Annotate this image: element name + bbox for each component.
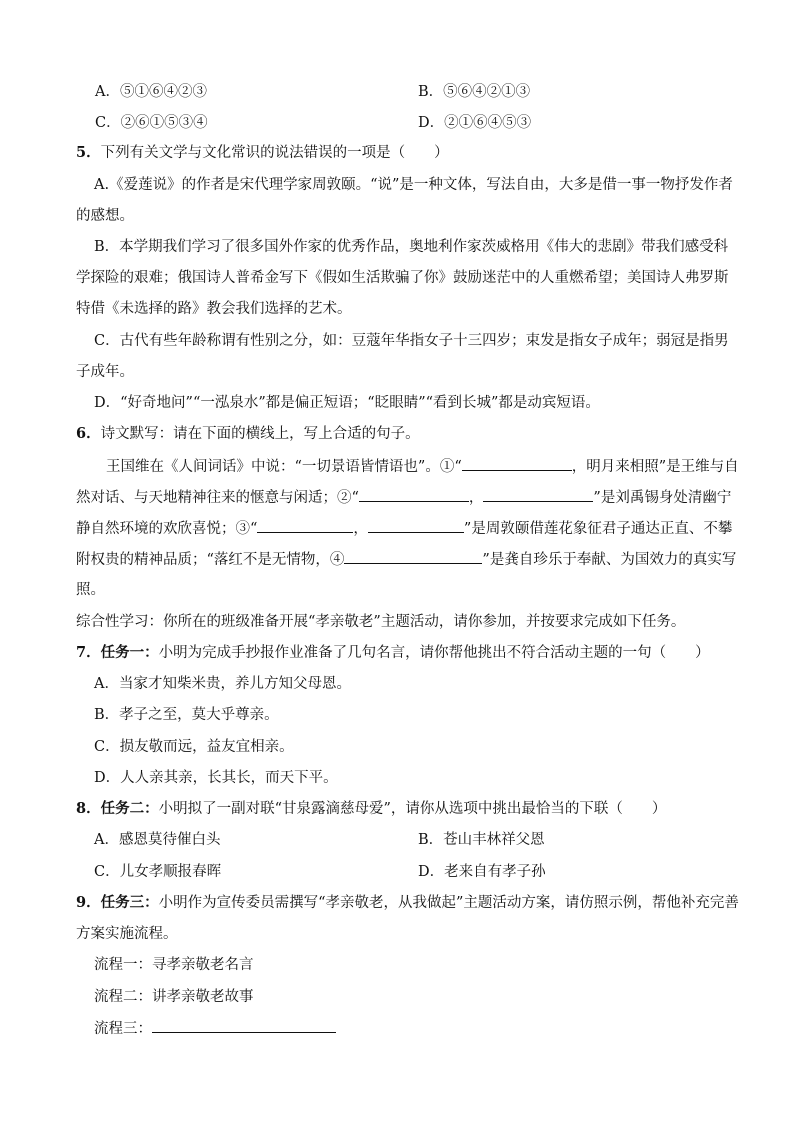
q9-flow-1: 流程一：寻孝亲敬老名言: [94, 957, 254, 973]
q5-line: 特借《未选择的路》教会我们选择的艺术。: [76, 301, 352, 317]
q4-option-d: D．②①⑥④⑤③: [418, 115, 532, 131]
q8-stem: 8．任务二：小明拟了一副对联“甘泉露滴慈母爱”，请你从选项中挑出最恰当的下联（ ）: [76, 800, 667, 817]
q6-line-3: 静自然环境的欢欣喜悦；③“ ， ”是周敦颐借莲花象征君子通达正直、不攀: [76, 518, 732, 539]
q9-flow-2: 流程二：讲孝亲敬老故事: [94, 989, 254, 1005]
q6-line-2: 然对话、与天地精神往来的惬意与闲适；②“ ， ”是刘禹锡身处清幽宁: [76, 487, 731, 508]
q6-line-5: 照。: [76, 582, 105, 598]
answer-blank-2b[interactable]: [483, 487, 593, 502]
q5-line: 子成年。: [76, 364, 134, 380]
q7-option-b: B．孝子之至，莫大乎尊亲。: [94, 707, 279, 723]
q7-option-d: D．人人亲其亲，长其长，而天下平。: [94, 770, 338, 786]
q9-stem-continued: 方案实施流程。: [76, 926, 178, 942]
q9-stem: 9．任务三：小明作为宣传委员需撰写“孝亲敬老，从我做起”主题活动方案，请仿照示例，帮他补充完善: [76, 894, 739, 911]
q4-option-a: A．⑤①⑥④②③: [95, 84, 207, 100]
q4-option-c: C．②⑥①⑤③④: [95, 115, 208, 131]
answer-blank-3b[interactable]: [368, 518, 464, 533]
q8-option-b: B．苍山丰林祥父恩: [418, 832, 545, 848]
q7-option-c: C．损友敬而远，益友宜相亲。: [94, 739, 294, 755]
q5-line: C．古代有些年龄称谓有性别之分，如：豆蔻年华指女子十三四岁；束发是指女子成年；弱冠是指男: [94, 333, 729, 349]
q7-stem: 7．任务一：小明为完成手抄报作业准备了几句名言，请你帮他挑出不符合活动主题的一句（ ）: [76, 644, 710, 661]
q6-line-1: 王国维在《人间词话》中说：“一切景语皆情语也”。①“ ，明月来相照”是王维与自: [106, 456, 739, 477]
q8-option-a: A．感恩莫待催白头: [94, 832, 221, 848]
answer-blank-4[interactable]: [344, 549, 482, 564]
q9-flow-3: 流程三：: [94, 1018, 336, 1039]
q8-option-c: C．儿女孝顺报春晖: [94, 864, 222, 880]
comprehensive-intro: 综合性学习：你所在的班级准备开展“孝亲敬老”主题活动，请你参加，并按要求完成如下任务。: [76, 614, 686, 630]
q5-line: B．本学期我们学习了很多国外作家的优秀作品，奥地利作家茨威格用《伟大的悲剧》带我们感受科: [94, 239, 729, 255]
q8-option-d: D．老来自有孝子孙: [418, 864, 546, 880]
answer-blank-1[interactable]: [462, 456, 572, 471]
answer-blank-3a[interactable]: [257, 518, 353, 533]
q6-line-4: 附权贵的精神品质；“落红不是无情物，④ ”是龚自珍乐于奉献、为国效力的真实写: [76, 549, 736, 570]
q4-option-b: B．⑤⑥④②①③: [418, 84, 531, 100]
answer-blank-flow-3[interactable]: [152, 1018, 336, 1033]
q5-line: D．“好奇地问”“一泓泉水”都是偏正短语；“眨眼睛”“看到长城”都是动宾短语。: [94, 395, 600, 411]
q6-stem: 6．诗文默写：请在下面的横线上，写上合适的句子。: [76, 425, 420, 442]
q7-option-a: A．当家才知柴米贵，养儿方知父母恩。: [94, 676, 351, 692]
q5-line: 的感想。: [76, 208, 134, 224]
q5-line: 学探险的艰难；俄国诗人普希金写下《假如生活欺骗了你》鼓励迷茫中的人重燃希望；美国诗人弗罗斯: [76, 270, 729, 286]
q5-stem: 5．下列有关文学与文化常识的说法错误的一项是（ ）: [76, 144, 449, 161]
q5-line: A.《爱莲说》的作者是宋代理学家周敦颐。“说”是一种文体，写法自由，大多是借一事一物抒发作者: [94, 177, 733, 193]
answer-blank-2a[interactable]: [359, 487, 469, 502]
